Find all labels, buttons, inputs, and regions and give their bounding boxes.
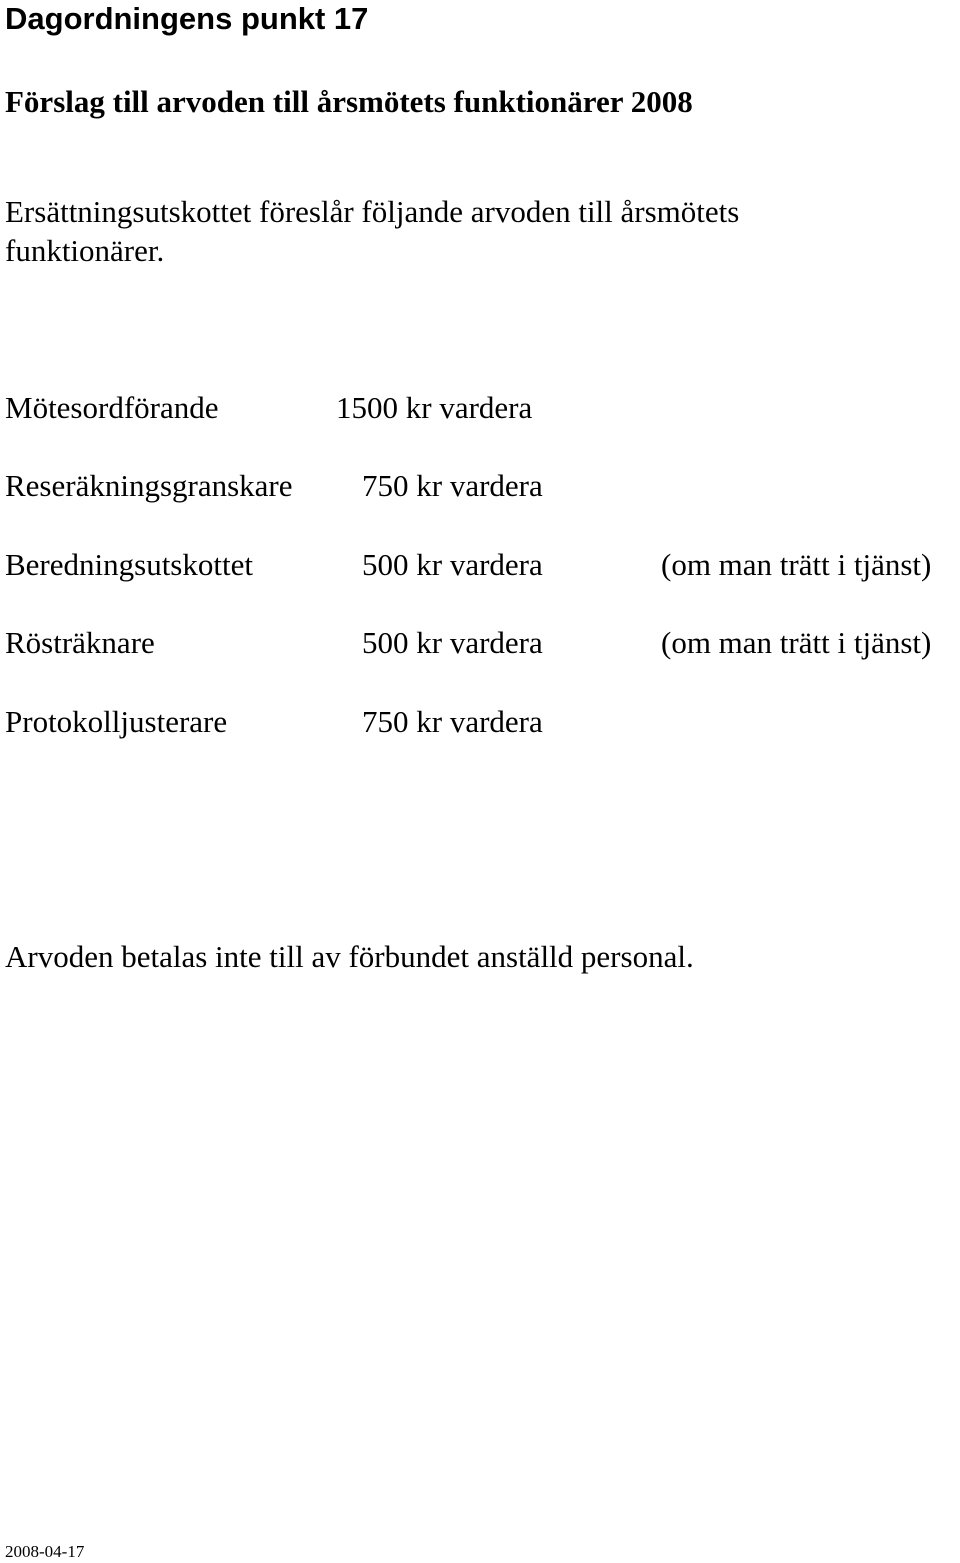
footer-date: 2008-04-17 [5, 1542, 85, 1561]
document-title: Dagordningens punkt 17 [5, 1, 369, 36]
fee-role: Rösträknare [5, 625, 155, 660]
fee-amount: 750 kr vardera [362, 704, 543, 739]
fee-role: Protokolljusterare [5, 704, 228, 739]
intro-line: Ersättningsutskottet föreslår följande arvoden till årsmötets [5, 194, 740, 229]
intro-line: funktionärer. [5, 233, 165, 268]
closing-statement: Arvoden betalas inte till av förbundet anställd personal. [5, 939, 694, 974]
fee-role: Beredningsutskottet [5, 547, 253, 582]
fee-amount: 500 kr vardera [362, 625, 543, 660]
fee-role: Reseräkningsgranskare [5, 468, 293, 503]
fee-amount: 1500 kr vardera [336, 390, 533, 425]
fee-note: (om man trätt i tjänst) [661, 625, 932, 660]
intro-paragraph [5, 192, 835, 270]
fee-role: Mötesordförande [5, 390, 219, 425]
fee-amount: 500 kr vardera [362, 547, 543, 582]
fee-note: (om man trätt i tjänst) [661, 547, 932, 582]
document-subtitle: Förslag till arvoden till årsmötets funktionärer 2008 [5, 84, 693, 119]
fee-amount: 750 kr vardera [362, 468, 543, 503]
